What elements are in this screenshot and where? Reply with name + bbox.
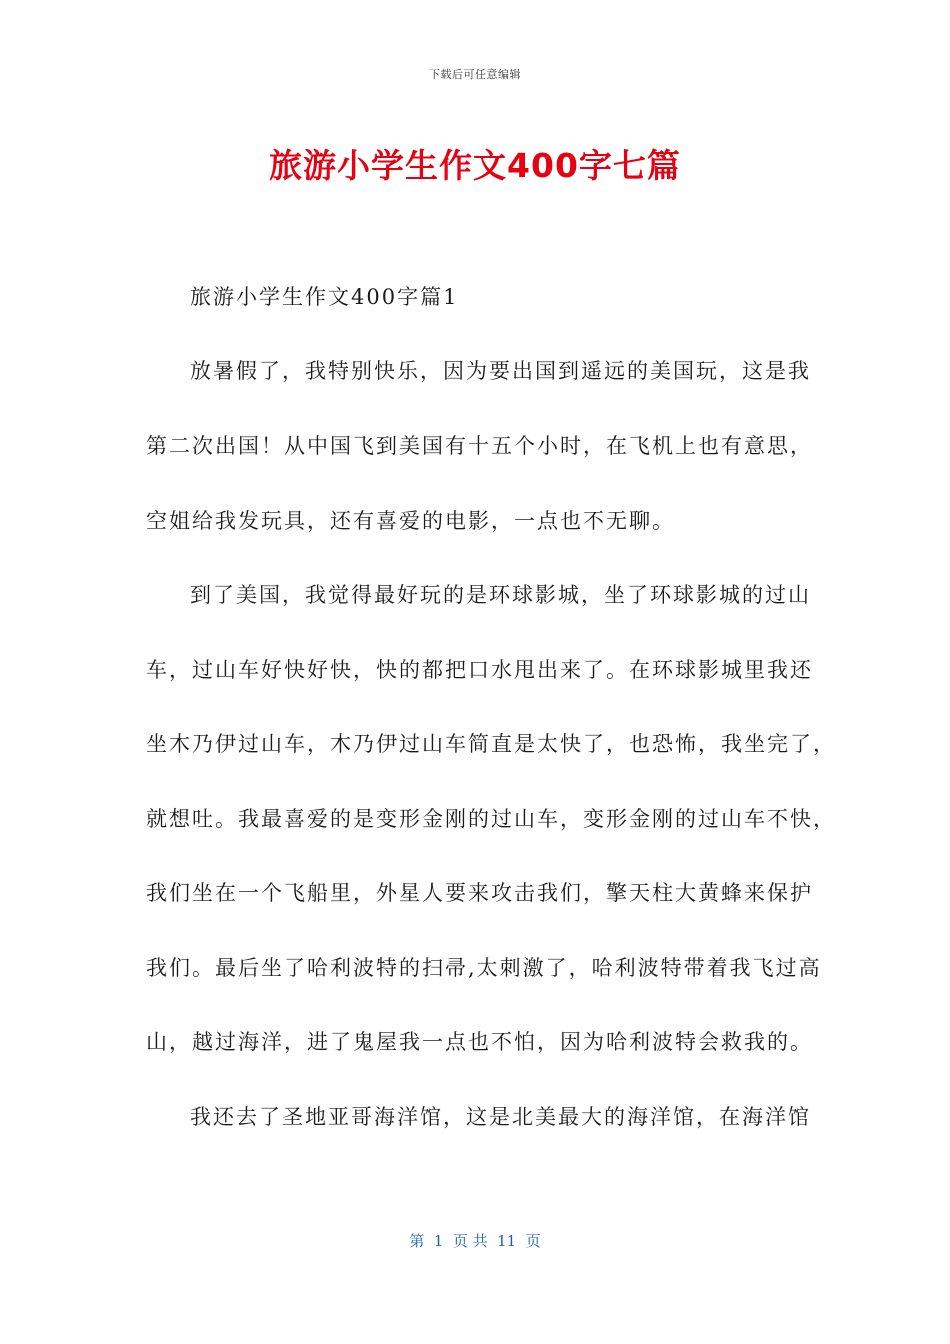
header-note: 下载后可任意编辑	[429, 68, 521, 81]
paragraph-line: 到了美国，我觉得最好玩的是环球影城，坐了环球影城的过山	[190, 583, 811, 607]
section-heading: 旅游小学生作文400字篇1	[190, 285, 459, 309]
paragraph-line: 第二次出国！从中国飞到美国有十五个小时，在飞机上也有意思，	[146, 434, 813, 458]
paragraph-line: 坐木乃伊过山车，木乃伊过山车简直是太快了，也恐怖，我坐完了，	[146, 732, 836, 756]
paragraph-line: 山，越过海洋，进了鬼屋我一点也不怕，因为哈利波特会救我的。	[146, 1030, 813, 1054]
page-number-footer: 第 1 页 共 11 页	[409, 1232, 541, 1250]
paragraph-line: 我还去了圣地亚哥海洋馆，这是北美最大的海洋馆，在海洋馆	[190, 1105, 811, 1129]
paragraph-line: 我们。最后坐了哈利波特的扫帚,太刺激了，哈利波特带着我飞过高	[146, 956, 822, 980]
paragraph-line: 就想吐。我最喜爱的是变形金刚的过山车，变形金刚的过山车不快，	[146, 807, 836, 831]
paragraph-line: 车，过山车好快好快，快的都把口水甩出来了。在环球影城里我还	[146, 658, 813, 682]
document-title: 旅游小学生作文400字七篇	[269, 146, 681, 185]
paragraph-line: 空姐给我发玩具，还有喜爱的电影，一点也不无聊。	[146, 509, 675, 533]
paragraph-line: 我们坐在一个飞船里，外星人要来攻击我们，擎天柱大黄蜂来保护	[146, 881, 813, 905]
paragraph-line: 放暑假了，我特别快乐，因为要出国到遥远的美国玩，这是我	[190, 359, 811, 383]
